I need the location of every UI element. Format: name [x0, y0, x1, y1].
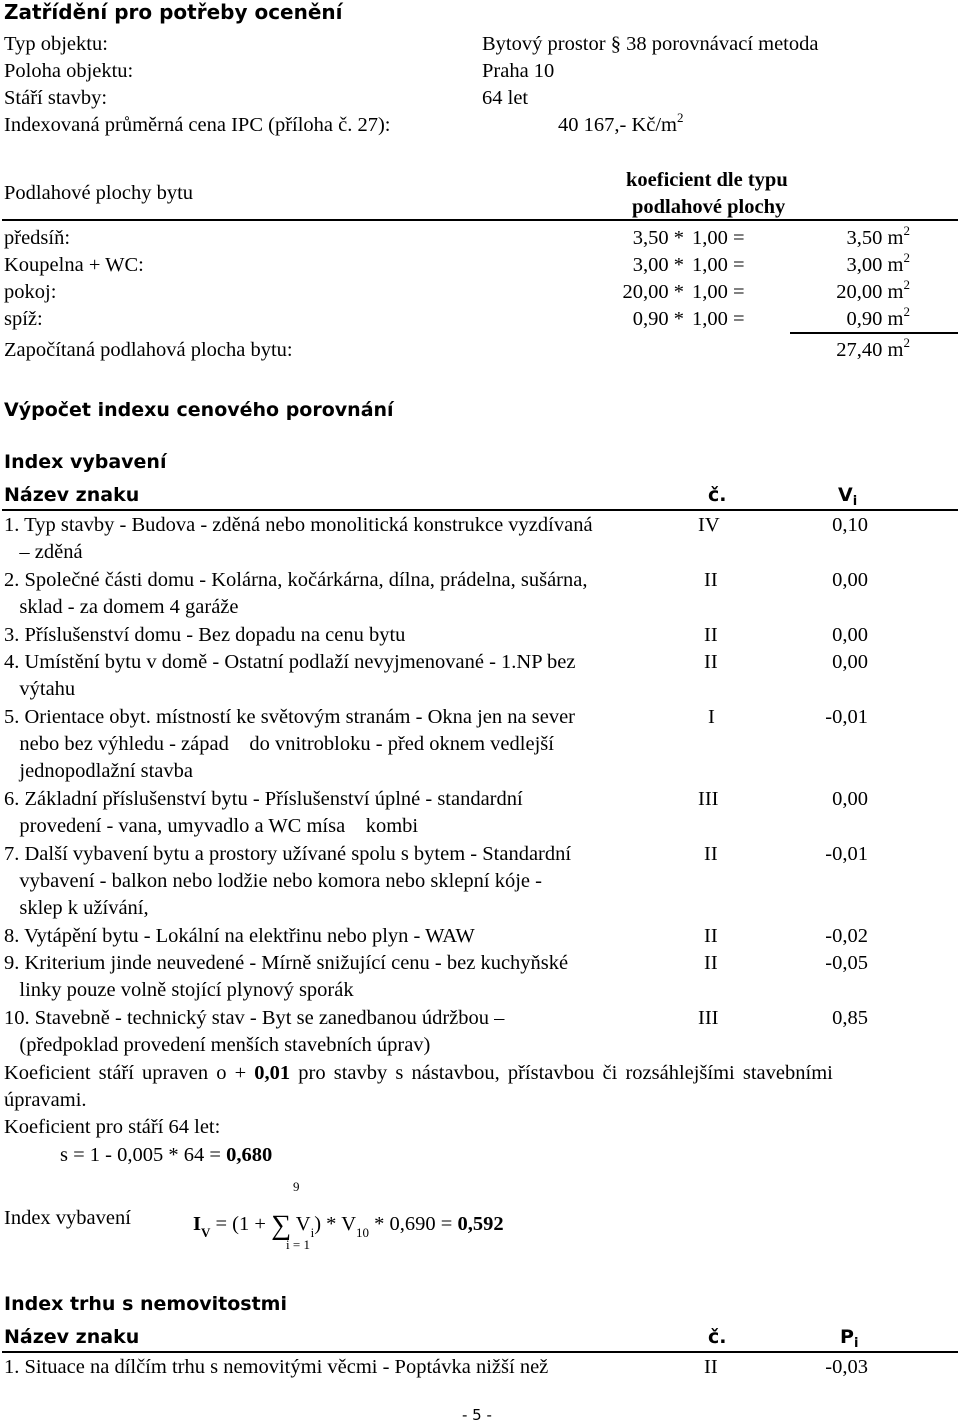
vybaveni-item-line: 2. Společné části domu - Kolárna, kočárkárna, dílna, prádelna, sušárna, [4, 569, 588, 591]
trhu-item-value: -0,03 [825, 1356, 868, 1378]
vybaveni-item-line: jednopodlažní stavba [4, 760, 194, 782]
trhu-item-line: 1. Situace na dílčím trhu s nemovitými věcmi - Poptávka nižší než [4, 1356, 549, 1378]
vybaveni-item-line: sklep k užívání, [4, 897, 149, 919]
floor-header-left: Podlahové plochy bytu [4, 182, 194, 204]
vybaveni-item-value: 0,85 [832, 1007, 868, 1029]
vybaveni-item-class: II [704, 843, 718, 865]
section-title: Zatřídění pro potřeby ocenění [4, 0, 343, 24]
object-type-value: Bytový prostor § 38 porovnávací metoda [482, 33, 819, 55]
sum-upper-limit: 9 [293, 1179, 300, 1194]
index-trhu-title: Index trhu s nemovitostmi [4, 1293, 287, 1315]
floor-row-coef: 1,00 = [692, 308, 745, 330]
vybaveni-item-class: II [704, 624, 718, 646]
col-v-header: $V_i$ [838, 484, 858, 509]
vybaveni-item-line: – zděná [4, 541, 83, 563]
trhu-header-rule [2, 1351, 958, 1353]
index-formula: $I_V = (1$ + ∑ $V_i) * V_{10} * 0,690 = 0,592$ [193, 1210, 504, 1241]
vybaveni-item-line: nebo bez výhledu - západ do vnitrobloku - před oknem vedlejší [4, 733, 554, 755]
vybaveni-item-class: I [708, 706, 715, 728]
vybaveni-item-line: 8. Vytápění bytu - Lokální na elektřinu nebo plyn - WAW [4, 925, 475, 947]
floor-total-label: Započítaná podlahová plocha bytu: [4, 339, 293, 361]
vybaveni-item-line: linky pouze volně stojící plynový sporák [4, 979, 354, 1001]
vybaveni-item-class: III [698, 788, 719, 810]
page-number: - 5 - [462, 1406, 492, 1424]
floor-header-right-2: podlahové plochy [632, 196, 786, 218]
object-type-label: Typ objektu: [4, 33, 108, 55]
col-name-header: Název znaku [4, 484, 140, 506]
vybaveni-item-value: -0,02 [825, 925, 868, 947]
floor-total-rule [790, 332, 958, 334]
age-coef-label: Koeficient pro stáří 64 let: [4, 1116, 221, 1138]
vybaveni-item-line: (předpoklad provedení menších stavebních úprav) [4, 1034, 431, 1056]
trhu-col-p-header: $P_i$ [840, 1326, 859, 1351]
floor-row-result: 20,00 $m^2$ [836, 277, 910, 303]
floor-row-area: 3,00 * [632, 254, 684, 276]
floor-row-result: 3,50 $m^2$ [846, 223, 910, 249]
vybaveni-item-value: 0,10 [832, 514, 868, 536]
vybaveni-item-value: -0,01 [825, 843, 868, 865]
floor-total-value: 27,40 $m^2$ [836, 335, 910, 361]
floor-header-rule [2, 219, 958, 221]
floor-row-coef: 1,00 = [692, 254, 745, 276]
floor-row-result: 0,90 $m^2$ [846, 304, 910, 330]
vybaveni-item-line: výtahu [4, 678, 76, 700]
ipc-label: Indexovaná průměrná cena IPC (příloha č. 27): [4, 114, 391, 136]
formula-label: Index vybavení [4, 1207, 131, 1229]
age-adjust-note-cont: úpravami. [4, 1089, 87, 1111]
vybaveni-item-line: 9. Kriterium jinde neuvedené - Mírně snižující cenu - bez kuchyňské [4, 952, 569, 974]
calc-title: Výpočet indexu cenového porovnání [4, 399, 394, 421]
vybaveni-item-line: 6. Základní příslušenství bytu - Příslušenství úplné - standardní [4, 788, 523, 810]
floor-row-name: Koupelna + WC: [4, 254, 144, 276]
vybaveni-item-value: 0,00 [832, 651, 868, 673]
age-label: Stáří stavby: [4, 87, 108, 109]
floor-row-area: 0,90 * [632, 308, 684, 330]
vybaveni-item-line: vybavení - balkon nebo lodžie nebo komora nebo sklepní kóje - [4, 870, 542, 892]
vybaveni-item-class: II [704, 651, 718, 673]
vybaveni-item-class: III [698, 1007, 719, 1029]
col-no-header: č. [708, 484, 727, 506]
floor-header-right-1: koeficient dle typu [626, 169, 788, 191]
vybaveni-item-class: II [704, 925, 718, 947]
vybaveni-item-value: -0,01 [825, 706, 868, 728]
age-value: 64 let [482, 87, 529, 109]
floor-row-area: 20,00 * [622, 281, 684, 303]
vybaveni-item-value: 0,00 [832, 624, 868, 646]
floor-row-name: pokoj: [4, 281, 57, 303]
ipc-value: 40 167,- $Kč/m^2$ [558, 110, 684, 136]
vybaveni-item-class: IV [698, 514, 720, 536]
location-value: Praha 10 [482, 60, 555, 82]
floor-row-result: 3,00 $m^2$ [846, 250, 910, 276]
vybaveni-item-value: -0,05 [825, 952, 868, 974]
sigma-symbol: ∑ [271, 1210, 292, 1241]
vybaveni-item-class: II [704, 952, 718, 974]
vybaveni-header-rule [2, 509, 958, 511]
vybaveni-item-class: II [704, 569, 718, 591]
floor-row-coef: 1,00 = [692, 227, 745, 249]
index-vybaveni-title: Index vybavení [4, 451, 167, 473]
age-adjust-note: Koeficient stáří upraven o + 0,01 pro stavby s nástavbou, přístavbou či rozsáhlejšími stavebními [4, 1062, 833, 1084]
trhu-item-class: II [704, 1356, 718, 1378]
trhu-col-no-header: č. [708, 1326, 727, 1348]
vybaveni-item-line: 4. Umístění bytu v domě - Ostatní podlaží nevyjmenované - 1.NP bez [4, 651, 576, 673]
vybaveni-item-value: 0,00 [832, 788, 868, 810]
vybaveni-item-line: 7. Další vybavení bytu a prostory užívané spolu s bytem - Standardní [4, 843, 572, 865]
vybaveni-item-line: 5. Orientace obyt. místností ke světovým stranám - Okna jen na sever [4, 706, 576, 728]
floor-row-coef: 1,00 = [692, 281, 745, 303]
age-coef-formula: s = 1 - 0,005 * 64 = 0,680 [60, 1144, 273, 1166]
vybaveni-item-value: 0,00 [832, 569, 868, 591]
location-label: Poloha objektu: [4, 60, 134, 82]
vybaveni-item-line: provedení - vana, umyvadlo a WC mísa kombi [4, 815, 419, 837]
sum-lower-limit: i = 1 [286, 1237, 310, 1252]
vybaveni-item-line: 3. Příslušenství domu - Bez dopadu na cenu bytu [4, 624, 406, 646]
vybaveni-item-line: 1. Typ stavby - Budova - zděná nebo monolitická konstrukce vyzdívaná [4, 514, 593, 536]
vybaveni-item-line: sklad - za domem 4 garáže [4, 596, 239, 618]
trhu-col-name-header: Název znaku [4, 1326, 140, 1348]
floor-row-name: spíž: [4, 308, 43, 330]
vybaveni-item-line: 10. Stavebně - technický stav - Byt se zanedbanou údržbou – [4, 1007, 505, 1029]
floor-row-area: 3,50 * [632, 227, 684, 249]
floor-row-name: předsíň: [4, 227, 71, 249]
